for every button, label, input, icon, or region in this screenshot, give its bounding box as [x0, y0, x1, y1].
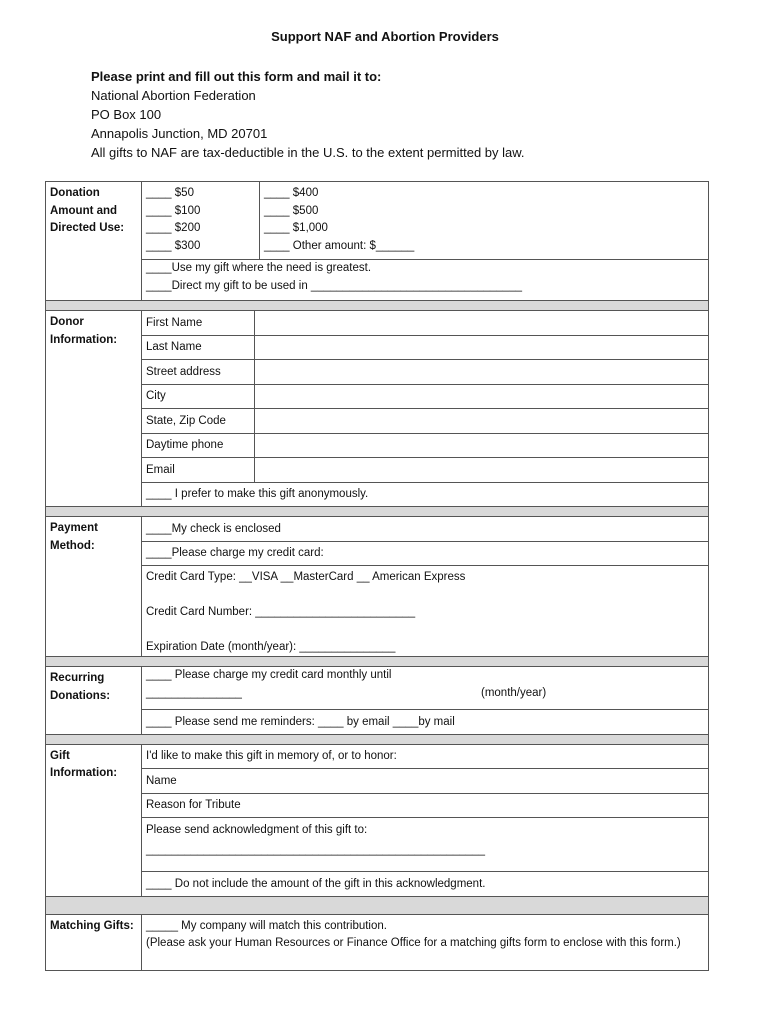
- acknowledgment-label: Please send acknowledgment of this gift to:: [146, 824, 368, 836]
- exclude-amount-option[interactable]: ____ Do not include the amount of the gift in this acknowledgment.: [142, 872, 709, 897]
- po-box: PO Box 100: [91, 107, 162, 122]
- recurring-charge: [142, 667, 709, 710]
- section-divider: [46, 507, 709, 517]
- page-title: Support NAF and Abortion Providers: [271, 29, 499, 44]
- check-enclosed-option[interactable]: ____My check is enclosed: [142, 517, 709, 542]
- amount-option[interactable]: ____ $1,000: [264, 222, 328, 234]
- donor-label: Donor Information:: [46, 311, 142, 507]
- city-line: Annapolis Junction, MD 20701: [91, 126, 268, 141]
- card-number-line[interactable]: Credit Card Number: _________________________: [146, 606, 416, 618]
- credit-card-details: [142, 566, 709, 657]
- amount-option-other[interactable]: ____ Other amount: $______: [264, 239, 415, 252]
- field-label: Email: [142, 458, 255, 483]
- payment-label: Payment Method:: [46, 517, 142, 657]
- amount-option[interactable]: ____ $50: [146, 187, 194, 199]
- tribute-name-field[interactable]: Name: [142, 769, 709, 794]
- use-directed-option[interactable]: ____Direct my gift to be used in _________________________________: [146, 279, 522, 292]
- amount-option[interactable]: ____ $200: [146, 222, 201, 234]
- mailing-instructions: [91, 67, 525, 162]
- tax-note: All gifts to NAF are tax-deductible in the U.S. to the extent permitted by law.: [91, 145, 525, 160]
- field-label: Last Name: [142, 335, 255, 360]
- amount-option[interactable]: ____ $100: [146, 204, 201, 217]
- amount-option[interactable]: ____ $300: [146, 239, 201, 252]
- monthly-charge-option[interactable]: ____ Please charge my credit card monthly until: [146, 669, 392, 681]
- instruction-line: Please print and fill out this form and mail it to:: [91, 69, 382, 84]
- donation-amounts: [142, 182, 709, 260]
- recurring-label: Recurring Donations:: [46, 667, 142, 735]
- street-address-field[interactable]: [255, 360, 709, 385]
- section-divider: [46, 301, 709, 311]
- field-label: Daytime phone: [142, 433, 255, 458]
- donation-form: [45, 181, 709, 971]
- city-field[interactable]: [255, 384, 709, 409]
- state-zip-field[interactable]: [255, 409, 709, 434]
- org-name: National Abortion Federation: [91, 88, 256, 103]
- company-match-option[interactable]: _____ My company will match this contribution.: [146, 919, 387, 932]
- acknowledgment-block: [142, 818, 709, 872]
- card-type-line[interactable]: Credit Card Type: __VISA __MasterCard __ American Express: [146, 571, 466, 583]
- field-label: State, Zip Code: [142, 409, 255, 434]
- month-year-label: (month/year): [481, 686, 547, 699]
- section-divider: [46, 896, 709, 914]
- amount-option[interactable]: ____ $500: [264, 204, 319, 217]
- tribute-reason-field[interactable]: Reason for Tribute: [142, 793, 709, 818]
- acknowledgment-blank[interactable]: _____________________________________________________: [146, 843, 485, 856]
- until-date-blank[interactable]: _______________: [146, 686, 242, 699]
- field-label: Street address: [142, 360, 255, 385]
- amount-option[interactable]: ____ $400: [264, 187, 319, 199]
- last-name-field[interactable]: [255, 335, 709, 360]
- gift-label: Gift Information:: [46, 744, 142, 896]
- donation-use: [142, 260, 709, 301]
- expiration-line[interactable]: Expiration Date (month/year): _______________: [146, 641, 396, 653]
- memory-honor-line: I'd like to make this gift in memory of, or to honor:: [142, 744, 709, 769]
- email-field[interactable]: [255, 458, 709, 483]
- field-label: City: [142, 384, 255, 409]
- anonymous-option[interactable]: ____ I prefer to make this gift anonymously.: [142, 482, 709, 507]
- use-greatest-option[interactable]: ____Use my gift where the need is greatest.: [146, 262, 372, 274]
- charge-card-option[interactable]: ____Please charge my credit card:: [142, 541, 709, 566]
- matching-label: Matching Gifts:: [46, 914, 142, 970]
- daytime-phone-field[interactable]: [255, 433, 709, 458]
- reminders-option[interactable]: ____ Please send me reminders: ____ by email ____by mail: [142, 710, 709, 735]
- matching-note: (Please ask your Human Resources or Finance Office for a matching gifts form to enclose with this form.): [146, 937, 681, 949]
- section-divider: [46, 657, 709, 667]
- donation-label: Donation Amount and Directed Use:: [46, 182, 142, 301]
- matching-block: [142, 914, 709, 970]
- field-label: First Name: [142, 311, 255, 336]
- first-name-field[interactable]: [255, 311, 709, 336]
- section-divider: [46, 734, 709, 744]
